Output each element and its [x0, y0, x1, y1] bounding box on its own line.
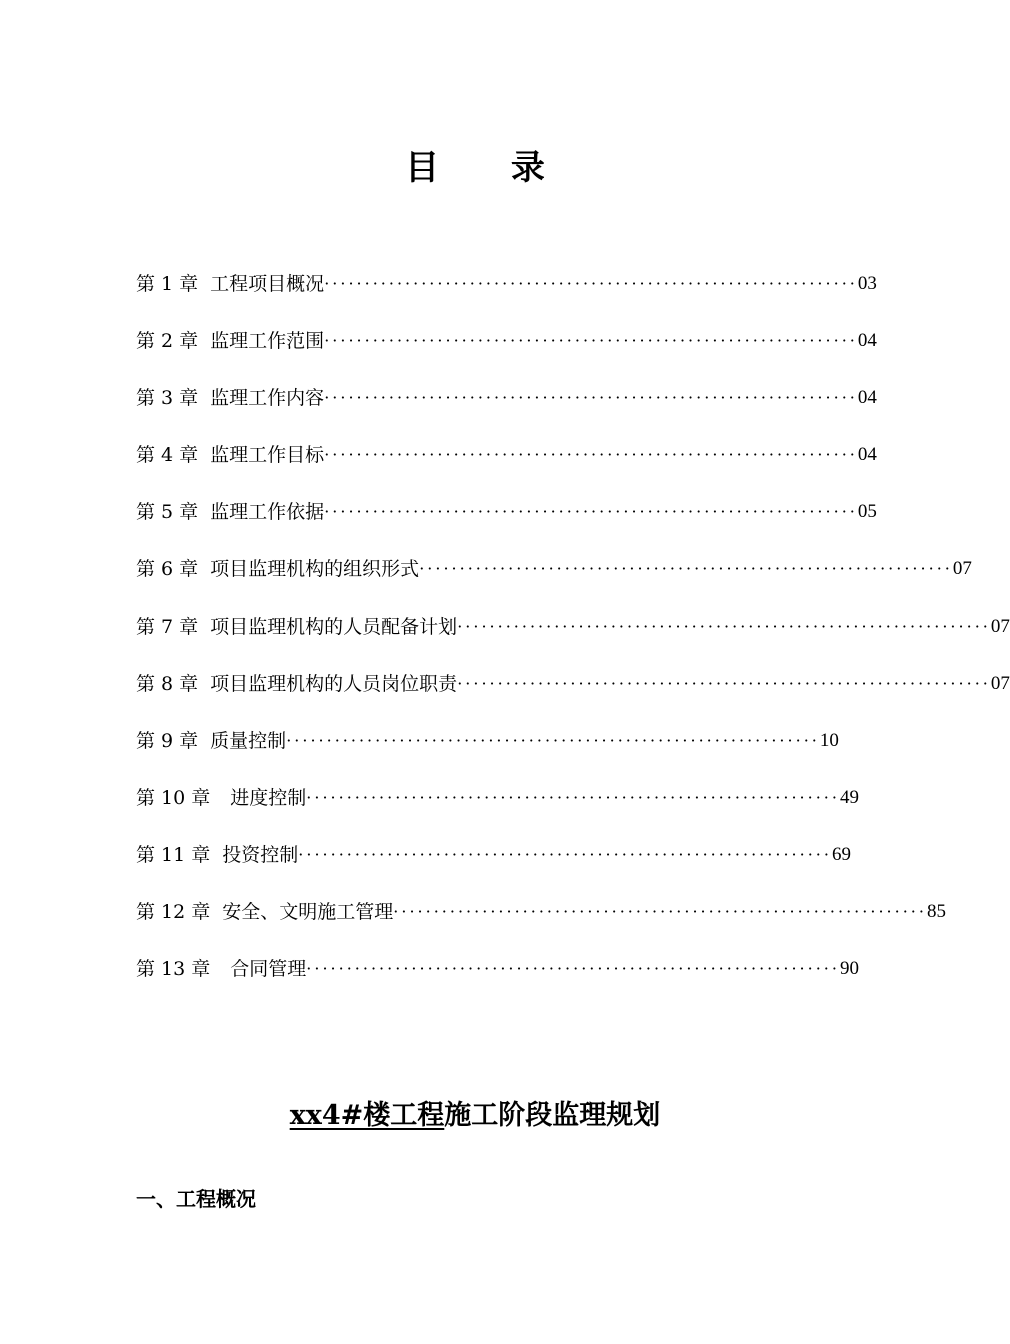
toc-leader-dots: ·································································· — [306, 959, 840, 979]
toc-entry[interactable] — [136, 266, 877, 323]
toc-leader-dots: ·································································· — [298, 844, 832, 864]
toc-entry[interactable] — [136, 551, 972, 608]
toc-leader-dots: ·································································· — [324, 388, 858, 408]
toc-leader-dots: ·································································· — [457, 673, 991, 693]
toc-chapter-number: 第 2 章 — [136, 330, 199, 353]
toc-chapter-title: 项目监理机构的人员配备计划 — [210, 615, 458, 638]
toc-leader-dots: ·································································· — [286, 730, 820, 750]
toc-leader-dots: ·································································· — [324, 331, 858, 351]
toc-chapter-number: 第 13 章 — [136, 958, 211, 981]
toc-chapter-title: 投资控制 — [222, 843, 299, 866]
toc-chapter-number: 第 7 章 — [136, 615, 199, 638]
toc-leader-dots: ·································································· — [306, 787, 840, 807]
toc-chapter-title: 项目监理机构的组织形式 — [210, 558, 420, 581]
toc-entry[interactable] — [136, 494, 877, 551]
toc-page-number: 10 — [819, 729, 839, 751]
toc-chapter-number: 第 12 章 — [136, 901, 211, 924]
toc-leader-dots: ·································································· — [419, 559, 953, 579]
toc-chapter-title: 进度控制 — [230, 786, 307, 809]
toc-entry[interactable] — [136, 380, 877, 437]
section-heading: 一、工程概况 — [136, 1187, 256, 1211]
toc-entry[interactable] — [136, 437, 877, 494]
toc-title: 目 录 — [405, 148, 575, 188]
toc-chapter-number: 第 6 章 — [136, 558, 199, 581]
toc-chapter-number: 第 9 章 — [136, 729, 199, 752]
toc-entry[interactable] — [136, 894, 946, 951]
toc-chapter-number: 第 4 章 — [136, 444, 199, 467]
toc-chapter-title: 项目监理机构的人员岗位职责 — [210, 672, 458, 695]
toc-chapter-title: 监理工作依据 — [210, 501, 325, 524]
toc-leader-dots: ·································································· — [457, 616, 991, 636]
toc-entry[interactable] — [136, 837, 851, 894]
toc-page-number: 04 — [857, 444, 877, 466]
toc-chapter-number: 第 1 章 — [136, 273, 199, 295]
toc-entry[interactable] — [136, 323, 877, 380]
toc-leader-dots: ·································································· — [324, 274, 858, 293]
toc-chapter-title: 监理工作范围 — [210, 330, 325, 353]
toc-chapter-number: 第 5 章 — [136, 501, 199, 524]
toc-page-number: 07 — [952, 558, 972, 580]
toc-page-number: 05 — [857, 501, 877, 523]
toc-chapter-title: 安全、文明施工管理 — [222, 901, 394, 924]
document-title-rest: 施工阶段监理规划 — [444, 1100, 661, 1131]
toc-page-number: 69 — [831, 843, 851, 865]
toc-chapter-number: 第 3 章 — [136, 387, 199, 410]
toc-chapter-title: 质量控制 — [210, 729, 287, 752]
document-title-underlined: xx4#楼工程 — [289, 1100, 445, 1131]
toc-entry[interactable] — [136, 609, 1010, 666]
toc-chapter-title: 监理工作目标 — [210, 444, 325, 467]
toc-chapter-number: 第 10 章 — [136, 786, 211, 809]
toc-chapter-title: 监理工作内容 — [210, 387, 325, 410]
toc-leader-dots: ·································································· — [393, 902, 927, 922]
toc-entry[interactable] — [136, 723, 839, 780]
toc-page-number: 85 — [926, 901, 946, 923]
toc-chapter-number: 第 11 章 — [136, 843, 211, 866]
toc-page-number: 04 — [857, 387, 877, 409]
toc-page-number: 03 — [857, 273, 877, 294]
toc-page-number: 07 — [990, 672, 1010, 694]
toc-page-number: 90 — [839, 958, 859, 980]
toc-chapter-title: 合同管理 — [230, 958, 307, 981]
toc-list — [136, 266, 1010, 1008]
toc-page-number: 07 — [990, 615, 1010, 637]
document-title — [0, 1093, 950, 1132]
toc-leader-dots: ·································································· — [324, 502, 858, 522]
toc-entry[interactable] — [136, 951, 859, 1008]
toc-entry[interactable] — [136, 666, 1010, 723]
toc-page-number: 04 — [857, 330, 877, 352]
toc-entry[interactable] — [136, 780, 859, 837]
toc-page-number: 49 — [839, 786, 859, 808]
toc-leader-dots: ·································································· — [324, 445, 858, 465]
toc-chapter-title: 工程项目概况 — [210, 273, 325, 295]
toc-chapter-number: 第 8 章 — [136, 672, 199, 695]
